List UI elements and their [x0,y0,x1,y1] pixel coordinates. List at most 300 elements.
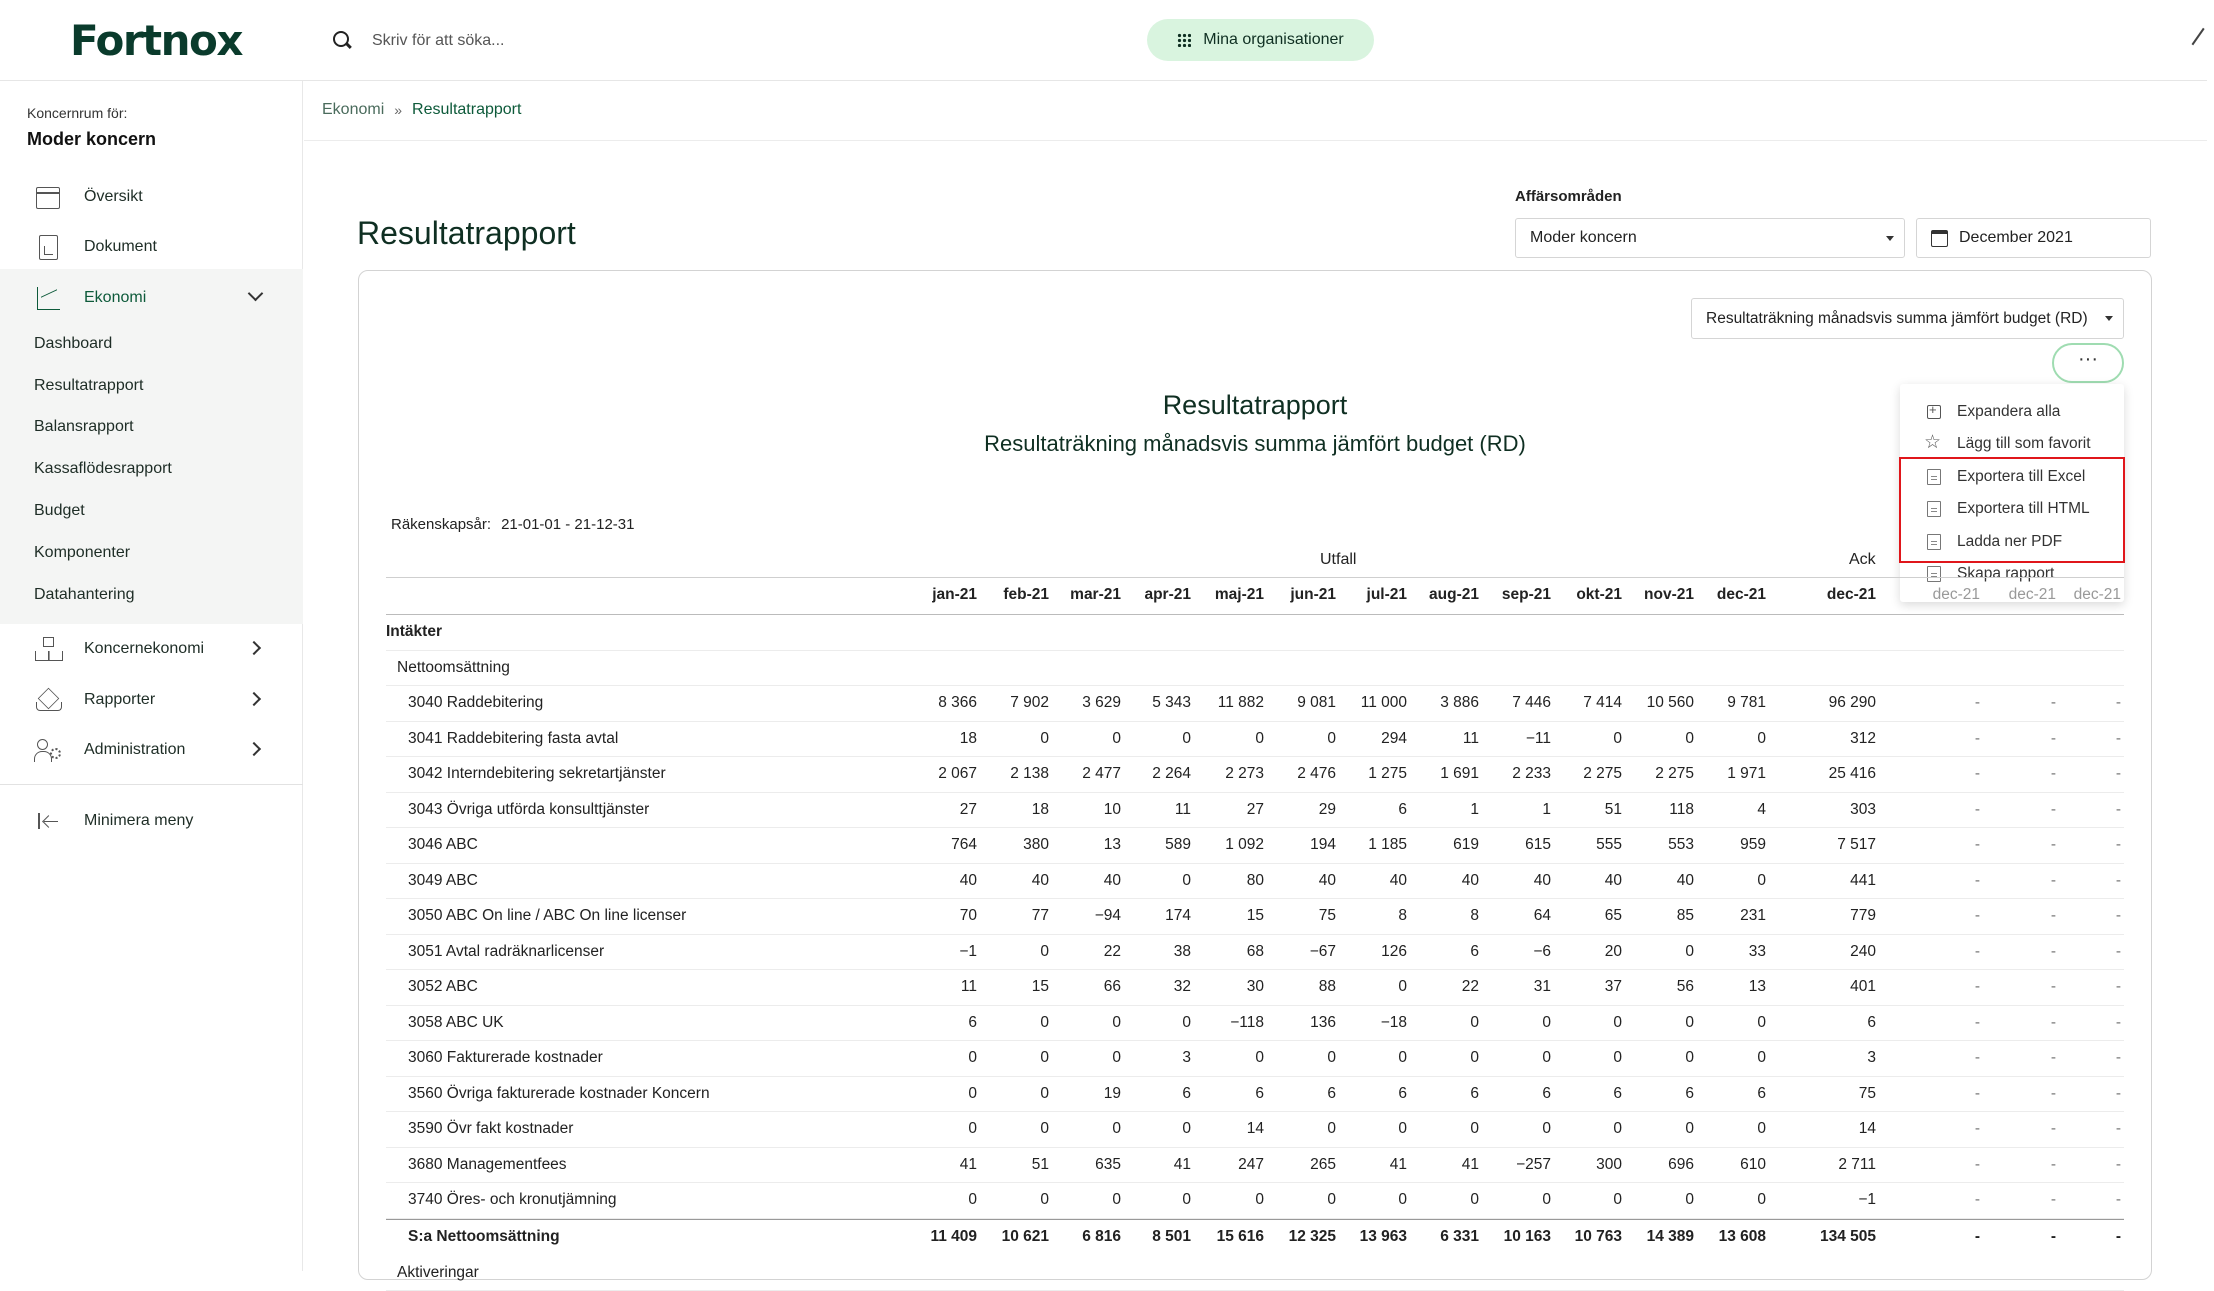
table-cell-empty: - [1960,1085,1980,1103]
table-cell: −118 [1194,1014,1264,1032]
table-cell-empty: - [1960,1156,1980,1174]
table-cell-empty: - [2036,801,2056,819]
table-cell: 12 325 [1266,1228,1336,1246]
sidebar-item-label: Ekonomi [84,289,146,307]
table-row [386,899,2124,935]
table-cell-empty: - [2101,730,2121,748]
table-row [386,864,2124,900]
table-cell: 2 233 [1481,765,1551,783]
chevron-right-icon [247,742,261,756]
column-header: feb-21 [979,586,1049,604]
table-cell: 3 [1121,1049,1191,1067]
table-cell: 22 [1051,943,1121,961]
table-cell: 1 691 [1409,765,1479,783]
table-cell: 0 [1552,730,1622,748]
table-cell: 0 [1337,1049,1407,1067]
table-cell: 40 [1624,872,1694,890]
sidebar-divider [0,784,303,785]
menu-item-label: Exportera till HTML [1957,500,2090,518]
sidebar-item-rapporter[interactable] [0,677,303,723]
table-cell: 0 [1481,1049,1551,1067]
submenu-item-dashboard[interactable]: Dashboard [34,335,112,353]
menu-item-label: Skapa rapport [1957,565,2054,583]
table-cell: 11 [1121,801,1191,819]
table-cell: 1 275 [1337,765,1407,783]
table-row [386,935,2124,971]
table-cell-empty: - [1960,1228,1980,1246]
table-cell: 0 [1337,1191,1407,1209]
sidebar [0,81,303,1271]
table-cell: −1 [1806,1191,1876,1209]
table-cell: 0 [1266,1049,1336,1067]
table-cell: 1 971 [1696,765,1766,783]
minimize-menu-label: Minimera meny [84,812,193,830]
sidebar-item-label: Översikt [84,188,143,206]
table-cell-empty: - [2036,1191,2056,1209]
table-cell-empty: - [2101,907,2121,925]
table-cell: 6 [1409,1085,1479,1103]
table-cell-empty: - [1960,1120,1980,1138]
caret-down-icon [2105,316,2113,321]
table-cell-empty: - [1960,978,1980,996]
table-cell: 240 [1806,943,1876,961]
table-cell: 70 [907,907,977,925]
line-chart-icon [34,284,62,312]
table-cell: 0 [1552,1120,1622,1138]
table-cell-empty: - [2101,801,2121,819]
table-cell-empty: - [2101,1014,2121,1032]
table-cell: 0 [1121,1120,1191,1138]
table-cell-empty: - [1960,765,1980,783]
column-header-budget: dec-21 [1986,586,2056,604]
table-cell: 6 [1409,943,1479,961]
table-cell: 8 [1337,907,1407,925]
table-cell: 66 [1051,978,1121,996]
table-cell-empty: - [1960,872,1980,890]
table-cell: 0 [1624,1014,1694,1032]
column-header: dec-21 [1696,586,1766,604]
table-cell: 0 [979,1085,1049,1103]
table-cell: 0 [1481,1120,1551,1138]
table-cell: 1 185 [1337,836,1407,854]
column-header: apr-21 [1121,586,1191,604]
row-label: S:a Nettoomsättning [408,1228,560,1246]
table-cell: 0 [1051,1014,1121,1032]
table-cell: 0 [1121,1191,1191,1209]
table-row [386,1077,2124,1113]
table-cell: 18 [979,801,1049,819]
table-cell: 64 [1481,907,1551,925]
table-cell-empty: - [2036,978,2056,996]
table-cell: 0 [1696,1014,1766,1032]
submenu-item-balansrapport[interactable]: Balansrapport [34,418,134,436]
table-cell: 14 [1806,1120,1876,1138]
sidebar-item-administration[interactable] [0,727,303,773]
submenu-item-kassaflodesrapport[interactable]: Kassaflödesrapport [34,460,172,478]
table-cell: 51 [1552,801,1622,819]
table-cell: 0 [979,943,1049,961]
breadcrumb-separator-icon: » [394,102,402,118]
page-title: Resultatrapport [357,215,576,252]
table-cell: 0 [1481,1014,1551,1032]
table-cell: 27 [907,801,977,819]
table-cell: 6 [1121,1085,1191,1103]
table-cell: 0 [1337,1120,1407,1138]
table-row [386,757,2124,793]
table-cell-empty: - [2036,1228,2056,1246]
more-options-button[interactable]: ··· [2052,343,2124,383]
table-row [386,722,2124,758]
table-cell: 0 [1696,872,1766,890]
sidebar-item-label: Koncernekonomi [84,640,204,658]
table-cell-empty: - [1960,836,1980,854]
area-label: Affärsområden [1515,188,1622,205]
caret-down-icon [1886,236,1894,241]
table-cell: 0 [907,1085,977,1103]
table-cell: 8 501 [1121,1228,1191,1246]
date-picker-value: December 2021 [1959,229,2073,247]
table-cell: 30 [1194,978,1264,996]
table-cell: 3 [1806,1049,1876,1067]
column-header: jan-21 [907,586,977,604]
table-cell: 300 [1552,1156,1622,1174]
area-select[interactable] [1515,218,1905,258]
table-cell: 0 [1409,1014,1479,1032]
table-cell: 10 560 [1624,694,1694,712]
table-cell: 2 273 [1194,765,1264,783]
pen-icon[interactable] [2192,28,2214,52]
row-label: 3590 Övr fakt kostnader [408,1120,573,1138]
table-cell: 13 [1696,978,1766,996]
table-row [386,793,2124,829]
column-header: sep-21 [1481,586,1551,604]
table-cell: 13 608 [1696,1228,1766,1246]
table-cell: 0 [1266,1191,1336,1209]
table-cell: 2 711 [1806,1156,1876,1174]
table-cell: 0 [1051,1049,1121,1067]
row-label: Aktiveringar [397,1264,479,1282]
table-cell: 6 [1266,1085,1336,1103]
table-cell: 0 [1337,978,1407,996]
submenu-item-budget[interactable]: Budget [34,502,85,520]
table-row [386,615,2124,651]
table-cell: 38 [1121,943,1191,961]
table-cell-empty: - [2101,765,2121,783]
row-label: 3051 Avtal radräknarlicenser [408,943,604,961]
breadcrumb-bar [304,81,2207,141]
table-cell: 41 [1409,1156,1479,1174]
table-cell: −6 [1481,943,1551,961]
table-cell: 11 000 [1337,694,1407,712]
table-cell: 0 [1266,730,1336,748]
table-cell: 0 [1552,1014,1622,1032]
table-cell: 1 [1409,801,1479,819]
table-cell: 0 [1552,1191,1622,1209]
table-cell: 8 [1409,907,1479,925]
table-cell: 40 [1552,872,1622,890]
table-cell: 31 [1481,978,1551,996]
table-cell: 231 [1696,907,1766,925]
table-cell: −11 [1481,730,1551,748]
table-cell: 441 [1806,872,1876,890]
table-cell: 312 [1806,730,1876,748]
table-cell: 0 [979,1191,1049,1209]
table-cell: 4 [1696,801,1766,819]
table-cell: 2 476 [1266,765,1336,783]
table-cell: 0 [1194,1049,1264,1067]
row-label: 3560 Övriga fakturerade kostnader Koncern [408,1085,710,1103]
table-cell: 40 [1266,872,1336,890]
table-cell-empty: - [2101,1120,2121,1138]
table-cell: 2 067 [907,765,977,783]
table-row [386,651,2124,687]
table-cell-empty: - [2101,1049,2121,1067]
table-cell: 25 416 [1806,765,1876,783]
table-cell: 0 [1624,1191,1694,1209]
sidebar-item-label: Rapporter [84,691,155,709]
table-cell: 555 [1552,836,1622,854]
table-cell: 0 [979,1120,1049,1138]
sidebar-item-label: Administration [84,741,185,759]
table-cell: 1 [1481,801,1551,819]
table-cell-empty: - [1960,1014,1980,1032]
table-cell: 6 [907,1014,977,1032]
table-cell: 10 [1051,801,1121,819]
row-label: 3050 ABC On line / ABC On line licenser [408,907,686,925]
sidebar-item-label: Dokument [84,238,157,256]
table-cell: 3 886 [1409,694,1479,712]
menu-item-download-pdf[interactable] [1900,526,2124,558]
row-label: 3740 Öres- och kronutjämning [408,1191,617,1209]
table-cell: 40 [979,872,1049,890]
table-cell: 65 [1552,907,1622,925]
table-cell: 0 [1624,943,1694,961]
table-cell: 0 [1194,730,1264,748]
sidebar-item-ekonomi[interactable] [0,275,303,321]
table-cell: 8 366 [907,694,977,712]
column-header: mar-21 [1051,586,1121,604]
table-cell: 11 882 [1194,694,1264,712]
sidebar-item-oversikt[interactable] [0,174,303,220]
table-cell: 5 343 [1121,694,1191,712]
table-cell: 0 [1409,1120,1479,1138]
org-name: Moder koncern [27,129,156,150]
table-cell: 2 138 [979,765,1049,783]
table-cell: 0 [1121,1014,1191,1032]
table-cell-empty: - [2036,730,2056,748]
table-cell: 18 [907,730,977,748]
row-label: 3043 Övriga utförda konsulttjänster [408,801,649,819]
calendar-icon [1931,230,1948,247]
table-cell: 0 [907,1120,977,1138]
table-cell: 0 [1051,1120,1121,1138]
table-cell: 41 [907,1156,977,1174]
table-cell: 6 [1337,1085,1407,1103]
row-label[interactable]: Intäkter [386,623,442,641]
table-cell: 11 [1409,730,1479,748]
row-label: 3058 ABC UK [408,1014,504,1032]
table-cell: 0 [1481,1191,1551,1209]
table-cell: 0 [907,1049,977,1067]
table-cell: 294 [1337,730,1407,748]
layers-icon [34,686,62,714]
my-organizations-button[interactable] [1147,19,1374,61]
table-cell: 0 [907,1191,977,1209]
breadcrumb [322,101,521,119]
table-cell: 20 [1552,943,1622,961]
search-bar [330,22,1030,60]
table-cell: 19 [1051,1085,1121,1103]
table-cell: 56 [1624,978,1694,996]
table-cell-empty: - [1960,801,1980,819]
table-cell: 22 [1409,978,1479,996]
table-cell: 0 [1696,1049,1766,1067]
menu-item-export-html[interactable] [1900,493,2124,525]
table-cell: 40 [1481,872,1551,890]
breadcrumb-parent[interactable]: Ekonomi [322,101,384,119]
calendar-icon [34,183,62,211]
table-cell-empty: - [2036,1085,2056,1103]
table-cell: 779 [1806,907,1876,925]
table-cell-empty: - [2101,872,2121,890]
table-cell: 1 092 [1194,836,1264,854]
table-cell: 75 [1266,907,1336,925]
table-cell: 11 409 [907,1228,977,1246]
row-label: 3046 ABC [408,836,478,854]
table-cell-empty: - [2036,694,2056,712]
table-cell-empty: - [2101,1228,2121,1246]
column-header: nov-21 [1624,586,1694,604]
column-header-budget: dec-21 [2051,586,2121,604]
table-cell: 0 [1121,872,1191,890]
table-cell: 610 [1696,1156,1766,1174]
column-group-utfall: Utfall [1320,551,1356,569]
column-header: jul-21 [1337,586,1407,604]
table-cell: 6 [1481,1085,1551,1103]
row-label[interactable]: Nettoomsättning [397,659,510,677]
table-cell: 6 [1194,1085,1264,1103]
table-cell-empty: - [2036,1156,2056,1174]
column-header: jun-21 [1266,586,1336,604]
table-cell: 136 [1266,1014,1336,1032]
table-cell: 6 [1696,1085,1766,1103]
table-cell: 247 [1194,1156,1264,1174]
table-cell: 589 [1121,836,1191,854]
html-file-icon [1927,501,1941,517]
table-cell: 10 621 [979,1228,1049,1246]
table-cell: 6 [1337,801,1407,819]
table-cell-empty: - [1960,730,1980,748]
chevron-down-icon [248,286,264,302]
table-cell: 0 [979,730,1049,748]
table-cell: 6 [1624,1085,1694,1103]
date-picker[interactable] [1916,218,2151,258]
table-cell: 7 517 [1806,836,1876,854]
table-cell: 619 [1409,836,1479,854]
table-row [386,828,2124,864]
table-row [386,1006,2124,1042]
table-cell: 380 [979,836,1049,854]
row-label: 3042 Interndebitering sekretartjänster [408,765,666,783]
table-cell-empty: - [2036,1049,2056,1067]
table-cell-empty: - [2036,943,2056,961]
breadcrumb-current: Resultatrapport [412,101,521,119]
table-cell: 0 [1409,1191,1479,1209]
table-cell: 85 [1624,907,1694,925]
fortnox-logo[interactable]: Fortnox [70,16,242,65]
table-cell: 615 [1481,836,1551,854]
report-type-select[interactable] [1691,298,2124,339]
sidebar-item-koncernekonomi[interactable] [0,626,303,672]
column-group-ack: Ack [1849,551,1876,569]
table-cell: 10 763 [1552,1228,1622,1246]
org-caption: Koncernrum för: [27,105,127,121]
table-cell: 6 [1552,1085,1622,1103]
submenu-item-datahantering[interactable]: Datahantering [34,586,135,604]
table-cell: 0 [1624,1049,1694,1067]
table-row [386,686,2124,722]
table-cell: 9 081 [1266,694,1336,712]
table-cell: 6 816 [1051,1228,1121,1246]
table-cell: 88 [1266,978,1336,996]
table-cell: 15 616 [1194,1228,1264,1246]
table-cell-empty: - [2101,1156,2121,1174]
fiscal-year-label: Räkenskapsår: [391,516,491,533]
submenu-item-komponenter[interactable]: Komponenter [34,544,130,562]
minimize-menu-button[interactable] [0,798,303,844]
table-cell: 0 [979,1014,1049,1032]
table-row [386,1148,2124,1184]
table-cell: 32 [1121,978,1191,996]
table-cell: 29 [1266,801,1336,819]
table-cell: 0 [1696,730,1766,748]
search-input[interactable] [372,32,972,50]
table-cell: 2 264 [1121,765,1191,783]
menu-item-label: Ladda ner PDF [1957,533,2062,551]
table-cell: 15 [1194,907,1264,925]
row-label: 3041 Raddebitering fasta avtal [408,730,618,748]
menu-item-label: Lägg till som favorit [1957,435,2091,453]
table-cell: 2 275 [1552,765,1622,783]
submenu-item-resultatrapport[interactable]: Resultatrapport [34,377,143,395]
table-cell: 0 [1194,1191,1264,1209]
table-cell: 265 [1266,1156,1336,1174]
table-row [386,970,2124,1006]
table-row [386,1183,2124,1219]
table-cell: 77 [979,907,1049,925]
table-row [386,1256,2124,1291]
table-cell-empty: - [2101,836,2121,854]
table-row [386,1041,2124,1077]
table-cell: 0 [1552,1049,1622,1067]
collapse-left-icon [34,807,62,835]
menu-item-export-excel[interactable] [1900,461,2124,493]
table-cell: 40 [1051,872,1121,890]
search-icon [330,28,356,54]
table-cell: 0 [1051,730,1121,748]
table-cell: 96 290 [1806,694,1876,712]
table-cell: −1 [907,943,977,961]
sidebar-item-dokument[interactable] [0,224,303,270]
table-cell: 37 [1552,978,1622,996]
row-label: 3060 Fakturerade kostnader [408,1049,603,1067]
column-header: maj-21 [1194,586,1264,604]
table-cell: 401 [1806,978,1876,996]
table-cell: 13 [1051,836,1121,854]
column-header: aug-21 [1409,586,1479,604]
table-cell: −94 [1051,907,1121,925]
table-cell: 174 [1121,907,1191,925]
